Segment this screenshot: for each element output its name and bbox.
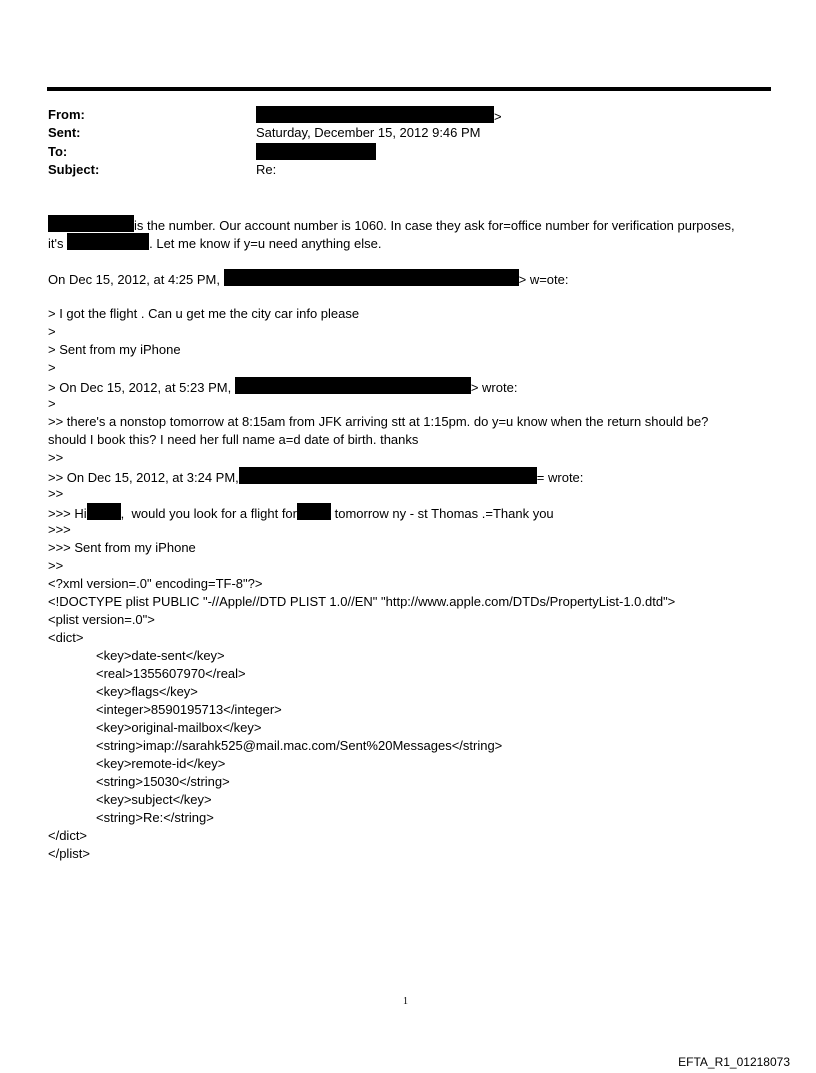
quote-line: > Sent from my iPhone xyxy=(48,342,181,357)
redaction-block xyxy=(297,503,331,520)
quote-line: > I got the flight . Can u get me the city car info please xyxy=(48,306,360,321)
quote-line: > xyxy=(48,360,56,375)
plist-dict-open: <dict> xyxy=(48,630,84,645)
plist-entry: <key>flags</key> xyxy=(96,684,198,699)
redaction-block xyxy=(224,269,519,286)
document-id: EFTA_R1_01218073 xyxy=(678,1055,790,1069)
redaction-block xyxy=(239,467,537,484)
plist-entry: <key>subject</key> xyxy=(96,792,212,807)
plist-entry: <string>15030</string> xyxy=(96,774,230,789)
sent-value: Saturday, December 15, 2012 9:46 PM xyxy=(256,125,481,140)
from-value: > xyxy=(256,106,502,126)
plist-close: </plist> xyxy=(48,846,90,861)
quote-header-3: >> On Dec 15, 2012, at 3:24 PM, = wrote: xyxy=(48,467,583,487)
plist-entry: <string>imap://sarahk525@mail.mac.com/Sent%20Messages</string> xyxy=(96,738,503,753)
quote-line: > xyxy=(48,396,56,411)
plist-open: <plist version=.0"> xyxy=(48,612,155,627)
redaction-block xyxy=(87,503,121,520)
sent-label: Sent: xyxy=(48,125,81,140)
quote-header-1: On Dec 15, 2012, at 4:25 PM, > w=ote: xyxy=(48,269,569,289)
quote-line: >> xyxy=(48,450,64,465)
plist-doctype: <!DOCTYPE plist PUBLIC "-//Apple//DTD PLIST 1.0//EN" "http://www.apple.com/DTDs/PropertyList-1.0.dtd"> xyxy=(48,594,676,609)
quote-line: >> xyxy=(48,558,64,573)
plist-entry: <key>original-mailbox</key> xyxy=(96,720,262,735)
redaction-block xyxy=(48,215,134,232)
quote-line: should I book this? I need her full name a=d date of birth. thanks xyxy=(48,432,419,447)
plist-dict-close: </dict> xyxy=(48,828,88,843)
to-label: To: xyxy=(48,144,68,159)
quote-line: > xyxy=(48,324,56,339)
header-rule xyxy=(47,87,771,91)
quote-line: >>> Sent from my iPhone xyxy=(48,540,196,555)
redaction-block xyxy=(256,106,494,123)
quote-line: >> there's a nonstop tomorrow at 8:15am from JFK arriving stt at 1:15pm. do y=u know when the return should be? xyxy=(48,414,709,429)
to-value xyxy=(256,143,376,163)
plist-entry: <string>Re:</string> xyxy=(96,810,214,825)
plist-entry: <real>1355607970</real> xyxy=(96,666,246,681)
redaction-block xyxy=(235,377,471,394)
redaction-block xyxy=(67,233,149,250)
quote-line: >>> xyxy=(48,522,71,537)
subject-label: Subject: xyxy=(48,162,100,177)
plist-entry: <key>date-sent</key> xyxy=(96,648,225,663)
body-paragraph-line-2: it's . Let me know if y=u need anything else. xyxy=(48,233,381,253)
page-number: 1 xyxy=(403,996,408,1007)
redaction-block xyxy=(256,143,376,160)
quote-line: >> xyxy=(48,486,64,501)
body-paragraph-line-1: is the number. Our account number is 1060. In case they ask for=office number for verification purposes, xyxy=(48,215,735,235)
subject-value: Re: xyxy=(256,162,277,177)
from-label: From: xyxy=(48,107,85,122)
plist-xml-decl: <?xml version=.0" encoding=TF-8"?> xyxy=(48,576,263,591)
quote-line: >>> Hi , would you look for a flight for tomorrow ny - st Thomas .=Thank you xyxy=(48,503,554,523)
plist-entry: <integer>8590195713</integer> xyxy=(96,702,282,717)
plist-entry: <key>remote-id</key> xyxy=(96,756,226,771)
quote-header-2: > On Dec 15, 2012, at 5:23 PM, > wrote: xyxy=(48,377,517,397)
